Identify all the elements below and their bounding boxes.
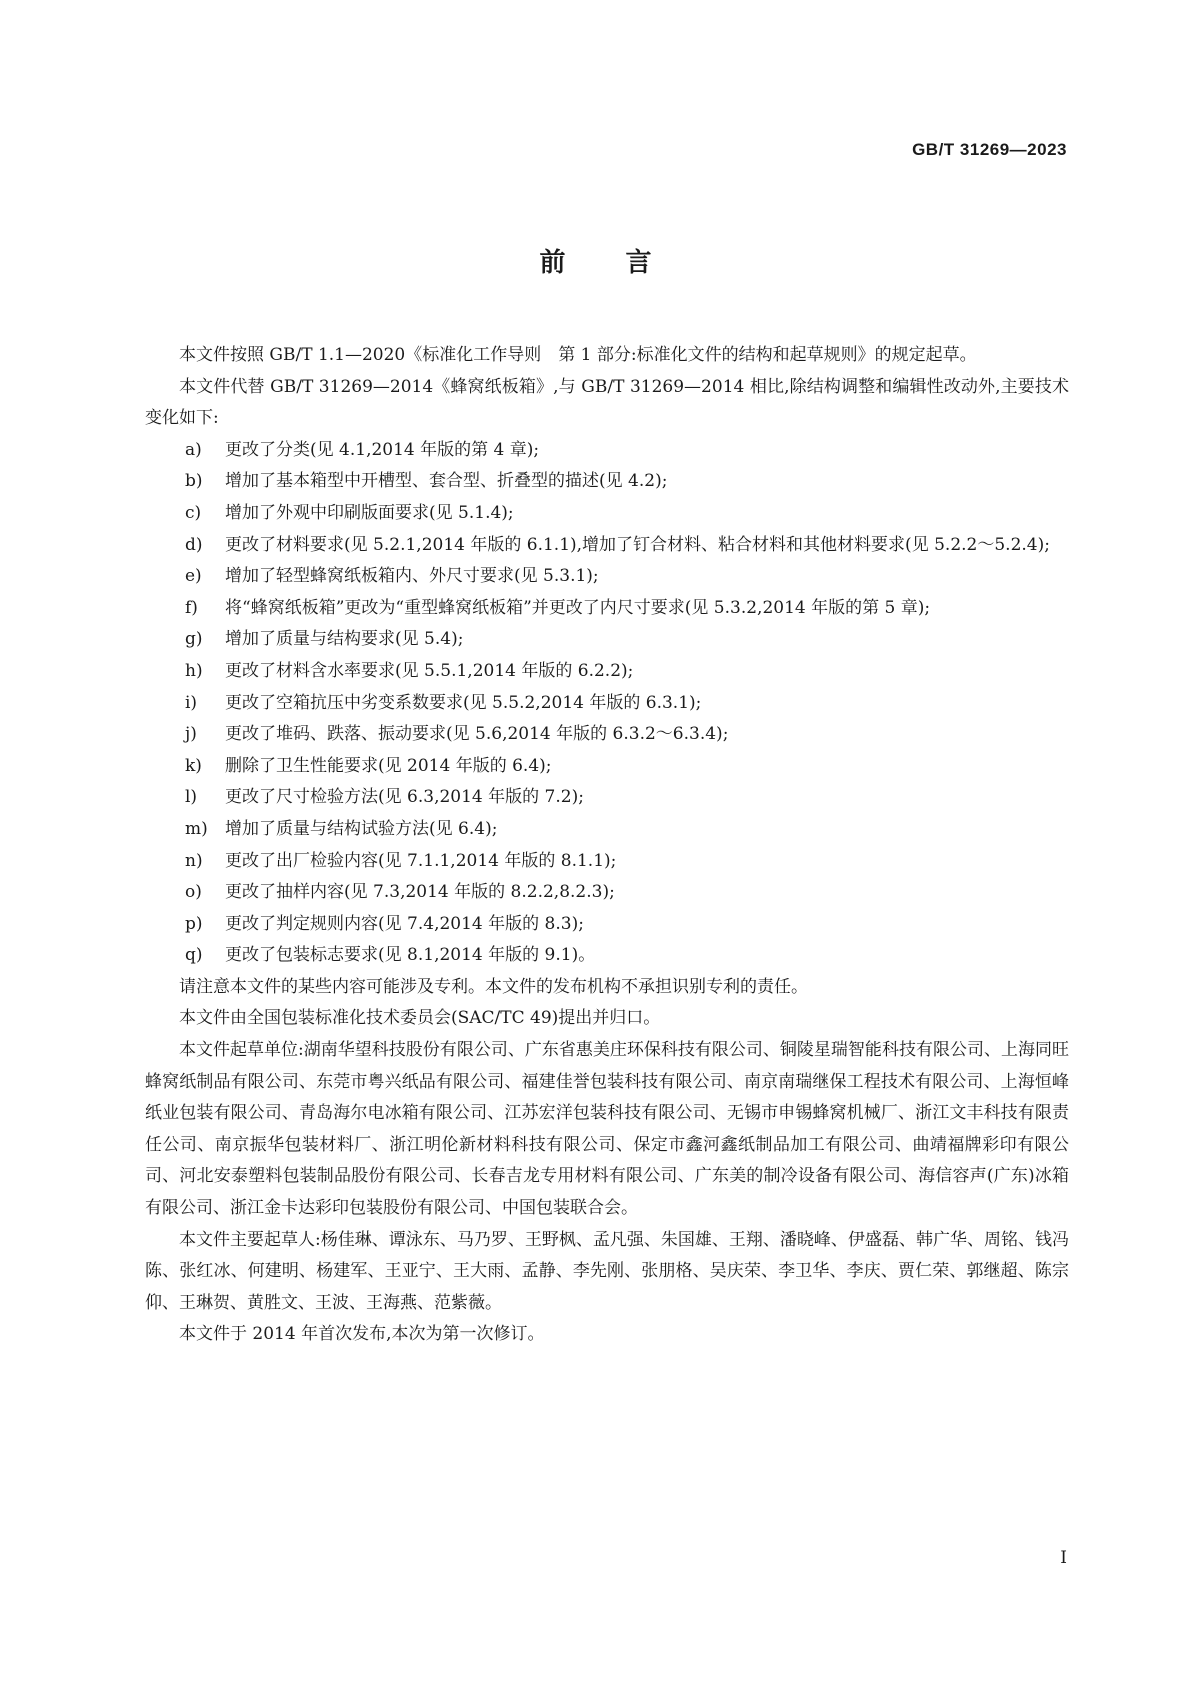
list-marker: h) [185,660,203,681]
list-text: 更改了尺寸检验方法(见 6.3,2014 年版的 7.2); [225,787,584,808]
list-item [145,498,1069,530]
list-marker: q) [185,945,203,966]
list-marker: a) [185,439,202,460]
list-item [145,435,1069,467]
foreword-body [145,340,1069,1351]
list-item [145,877,1069,909]
list-text: 将“蜂窝纸板箱”更改为“重型蜂窝纸板箱”并更改了内尺寸要求(见 5.3.2,2014 年版的第 5 章); [225,597,931,618]
list-text: 增加了轻型蜂窝纸板箱内、外尺寸要求(见 5.3.1); [225,566,599,587]
list-item [145,624,1069,656]
drafting-units-paragraph: 本文件起草单位:湖南华望科技股份有限公司、广东省惠美庄环保科技有限公司、铜陵星瑞智能科技有限公司、上海同旺蜂窝纸制品有限公司、东莞市粤兴纸品有限公司、福建佳誉包装科技有限公司、南京南瑞继保工程技术有限公司、上海恒峰纸业包装有限公司、青岛海尔电冰箱有限公司、江苏宏洋包装科技有限公司、无锡市申锡蜂窝机械厂、浙江文丰科技有限责任公司、南京振华包装材料厂、浙江明伦新材料科技有限公司、保定市鑫河鑫纸制品加工有限公司、曲靖福牌彩印有限公司、河北安泰塑料包装制品股份有限公司、长春吉龙专用材料有限公司、广东美的制冷设备有限公司、海信容声(广东)冰箱有限公司、浙江金卡达彩印包装股份有限公司、中国包装联合会。 [145,1040,1069,1219]
list-marker: m) [185,818,208,839]
list-text: 更改了材料含水率要求(见 5.5.1,2014 年版的 6.2.2); [225,660,634,681]
drafters-paragraph: 本文件主要起草人:杨佳琳、谭泳东、马乃罗、王野枫、孟凡强、朱国雄、王翔、潘晓峰、伊盛磊、韩广华、周铭、钱冯陈、张红冰、何建明、杨建军、王亚宁、王大雨、孟静、李先刚、张朋格、吴庆荣、李卫华、李庆、贾仁荣、郭继超、陈宗仰、王琳贺、黄胜文、王波、王海燕、范紫薇。 [145,1229,1069,1313]
list-text: 增加了外观中印刷版面要求(见 5.1.4); [225,502,514,523]
list-item [145,561,1069,593]
list-marker: n) [185,850,203,871]
list-text: 更改了材料要求(见 5.2.1,2014 年版的 6.1.1),增加了钉合材料、粘合材料和其他材料要求(见 5.2.2～5.2.4); [225,534,1050,555]
list-marker: f) [185,597,198,618]
list-marker: c) [185,502,202,523]
list-item [145,656,1069,688]
list-text: 更改了包装标志要求(见 8.1,2014 年版的 9.1)。 [225,945,596,966]
changes-list [145,435,1069,972]
list-item [145,814,1069,846]
list-item [145,909,1069,941]
page-number: I [1060,1548,1067,1568]
list-item [145,688,1069,720]
list-item [145,782,1069,814]
list-marker: e) [185,566,202,587]
list-item [145,593,1069,625]
list-marker: l) [185,787,198,808]
intro-paragraph: 本文件代替 GB/T 31269—2014《蜂窝纸板箱》,与 GB/T 31269—2014 相比,除结构调整和编辑性改动外,主要技术变化如下: [145,376,1069,429]
list-text: 增加了基本箱型中开槽型、套合型、折叠型的描述(见 4.2); [225,471,668,492]
list-marker: g) [185,629,203,650]
list-item [145,846,1069,878]
list-text: 更改了出厂检验内容(见 7.1.1,2014 年版的 8.1.1); [225,850,617,871]
revision-history-paragraph: 本文件于 2014 年首次发布,本次为第一次修订。 [179,1324,545,1345]
list-text: 更改了分类(见 4.1,2014 年版的第 4 章); [225,439,540,460]
list-item [145,719,1069,751]
list-marker: k) [185,755,202,776]
list-text: 更改了判定规则内容(见 7.4,2014 年版的 8.3); [225,913,584,934]
list-marker: p) [185,913,203,934]
list-marker: j) [185,724,197,745]
list-item [145,530,1069,562]
list-item [145,466,1069,498]
list-text: 增加了质量与结构要求(见 5.4); [225,629,464,650]
list-marker: d) [185,534,203,555]
intro-paragraph: 本文件按照 GB/T 1.1—2020《标准化工作导则 第 1 部分:标准化文件的结构和起草规则》的规定起草。 [179,345,977,365]
list-text: 更改了抽样内容(见 7.3,2014 年版的 8.2.2,8.2.3); [225,882,615,903]
list-marker: i) [185,692,198,713]
list-text: 删除了卫生性能要求(见 2014 年版的 6.4); [225,755,552,776]
list-text: 更改了空箱抗压中劣变系数要求(见 5.5.2,2014 年版的 6.3.1); [225,692,702,713]
list-marker: o) [185,882,202,903]
standard-code: GB/T 31269—2023 [912,140,1067,159]
proposer-paragraph: 本文件由全国包装标准化技术委员会(SAC/TC 49)提出并归口。 [179,1008,661,1029]
list-item [145,751,1069,783]
list-text: 更改了堆码、跌落、振动要求(见 5.6,2014 年版的 6.3.2～6.3.4); [225,724,729,745]
list-marker: b) [185,471,203,492]
page-title: 前言 [539,248,712,278]
list-text: 增加了质量与结构试验方法(见 6.4); [225,818,498,839]
patent-notice: 请注意本文件的某些内容可能涉及专利。本文件的发布机构不承担识别专利的责任。 [179,976,808,997]
list-item [145,940,1069,972]
